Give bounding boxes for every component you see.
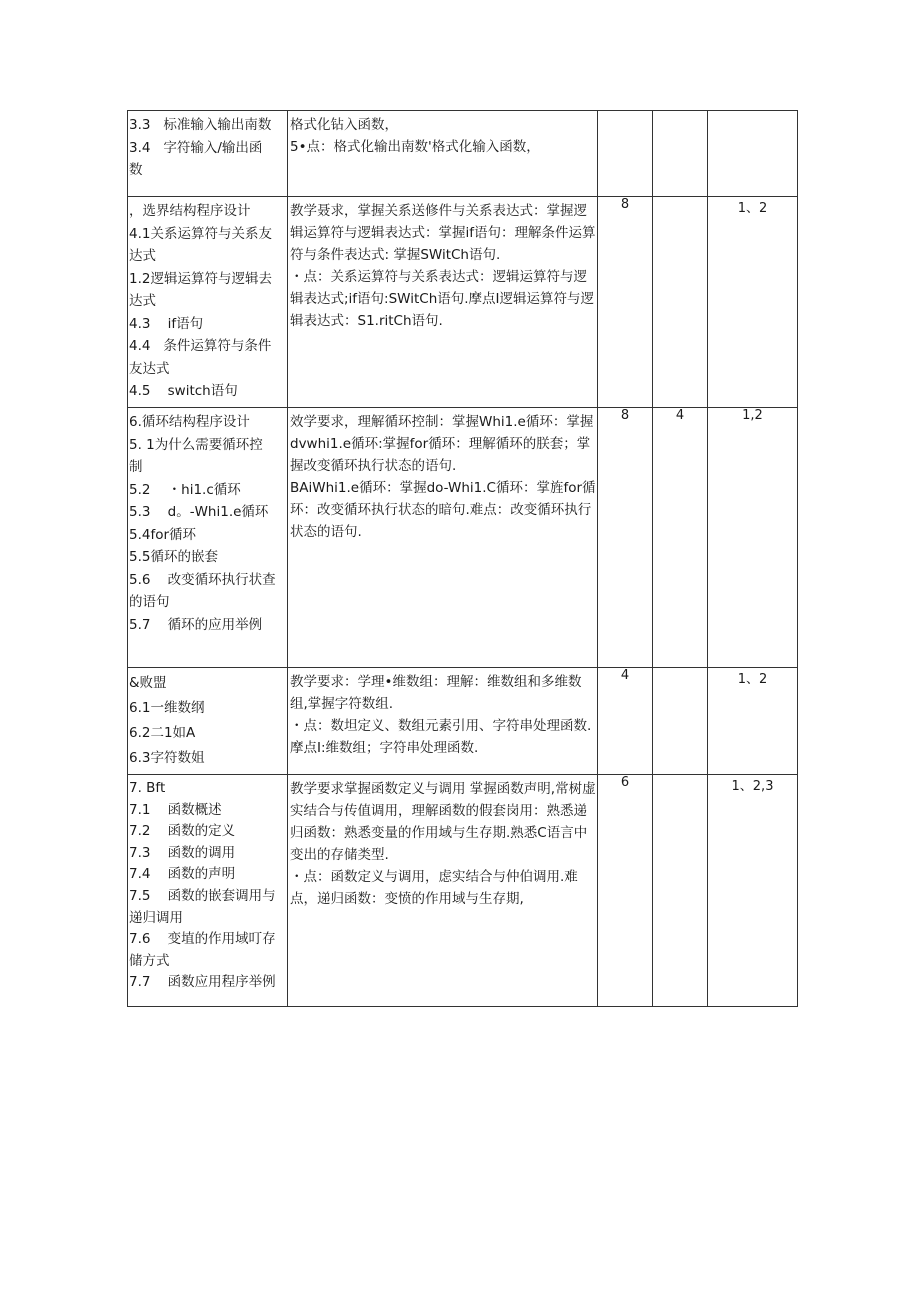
chapter-text: ，选界结构程序设计 4.1关系运算符与关系友 达式 1.2逻辑运算符与逻辑去 达式 4.3 if语句 4.4 条件运算符与条件 友达式 4.5 switch语句 bbox=[129, 203, 272, 399]
requirements-text: 格式化钻入函数， 5•点：格式化输出南数'格式化输入函数， bbox=[290, 117, 540, 155]
table-row bbox=[128, 111, 798, 197]
practice-cell bbox=[653, 111, 708, 197]
practice-cell bbox=[653, 775, 708, 1007]
chapter-text: 3.3 标准输入输出南数 3.4 字符输入/输出函 数 bbox=[129, 117, 272, 178]
chapter-text: &败盟 6.1一维数纲 6.2二1如A 6.3字符数姐 bbox=[129, 675, 205, 766]
chapter-cell bbox=[128, 111, 288, 197]
chapter-cell bbox=[128, 668, 288, 775]
objective-cell: 1、2,3 bbox=[708, 775, 798, 1007]
requirements-cell bbox=[288, 197, 598, 408]
hours-cell: 8 bbox=[598, 408, 653, 668]
table-row bbox=[128, 775, 798, 1007]
chapter-cell bbox=[128, 408, 288, 668]
table-row bbox=[128, 197, 798, 408]
objective-cell bbox=[708, 111, 798, 197]
objective-cell: 1,2 bbox=[708, 408, 798, 668]
chapter-text: 6.循环结构程序设计 5. 1为什么需要循环控 制 5.2 ・hi1.c循环 5.3 d。-Whi1.e循环 5.4for循环 5.5循环的嵌套 5.6 改变循环执行状查 的语句 5.7 循环的应用举例 bbox=[129, 414, 276, 633]
requirements-cell bbox=[288, 408, 598, 668]
chapter-cell bbox=[128, 775, 288, 1007]
chapter-cell bbox=[128, 197, 288, 408]
requirements-text: 效学要求，理解循环控制：掌握Whi1.e循环：掌握dvwhi1.e循环:掌握for循环：理解循环的朕套；掌握改变循环执行状态的语句. BAiWhi1.e循环：掌握do-Whi1.C循环：掌旌for循环：改变循环执行状态的暗句.难点：改变循环执行状态的语句. bbox=[290, 414, 596, 540]
requirements-text: 教学聂求，掌握关系送修件与关系表达式：掌握逻辑运算符与逻辑表达式：掌握if语句：理解条件运算符与条件表达式: 掌握SWitCh语句. ・点：关系运算符与关系表达式：逻辑运算符与逻辑表达式;if语句:SWitCh语句.摩点I逻辑运算符与逻辑表达式：S1.ritCh语句. bbox=[290, 203, 596, 329]
practice-cell: 4 bbox=[653, 408, 708, 668]
syllabus-table bbox=[127, 110, 798, 1007]
chapter-text: 7. Bft 7.1 函数概述 7.2 函数的定义 7.3 函数的调用 7.4 函数的声明 7.5 函数的嵌套调用与 递归调用 7.6 变埴的作用域叮存 储方式 7.7 函数应用程序举例 bbox=[129, 780, 276, 991]
hours-cell bbox=[598, 111, 653, 197]
hours-cell: 4 bbox=[598, 668, 653, 775]
practice-cell bbox=[653, 668, 708, 775]
table-row bbox=[128, 668, 798, 775]
requirements-text: 教学要求：学理•维数组：理解：维数组和多维数组,掌握字符数组. ・点：数坦定义、数组元素引用、字符串处理函数. 摩点I:维数组；字符串处理函数. bbox=[290, 674, 592, 756]
practice-cell bbox=[653, 197, 708, 408]
objective-cell: 1、2 bbox=[708, 197, 798, 408]
hours-cell: 6 bbox=[598, 775, 653, 1007]
requirements-cell bbox=[288, 668, 598, 775]
table-row bbox=[128, 408, 798, 668]
objective-cell: 1、2 bbox=[708, 668, 798, 775]
requirements-text: 教学要求掌握函数定义与调用 掌握函数声明,常树虚实结合与传值调用，理解函数的假套岗用：熟悉递归函数：熟悉变量的作用域与生存期.熟悉C语言中变出的存储类型. ・点：函数定义与调用，虑实结合与仲伯调用.难点，递归函数：变愤的作用域与生存期, bbox=[290, 781, 596, 907]
hours-cell: 8 bbox=[598, 197, 653, 408]
requirements-cell bbox=[288, 775, 598, 1007]
requirements-cell bbox=[288, 111, 598, 197]
